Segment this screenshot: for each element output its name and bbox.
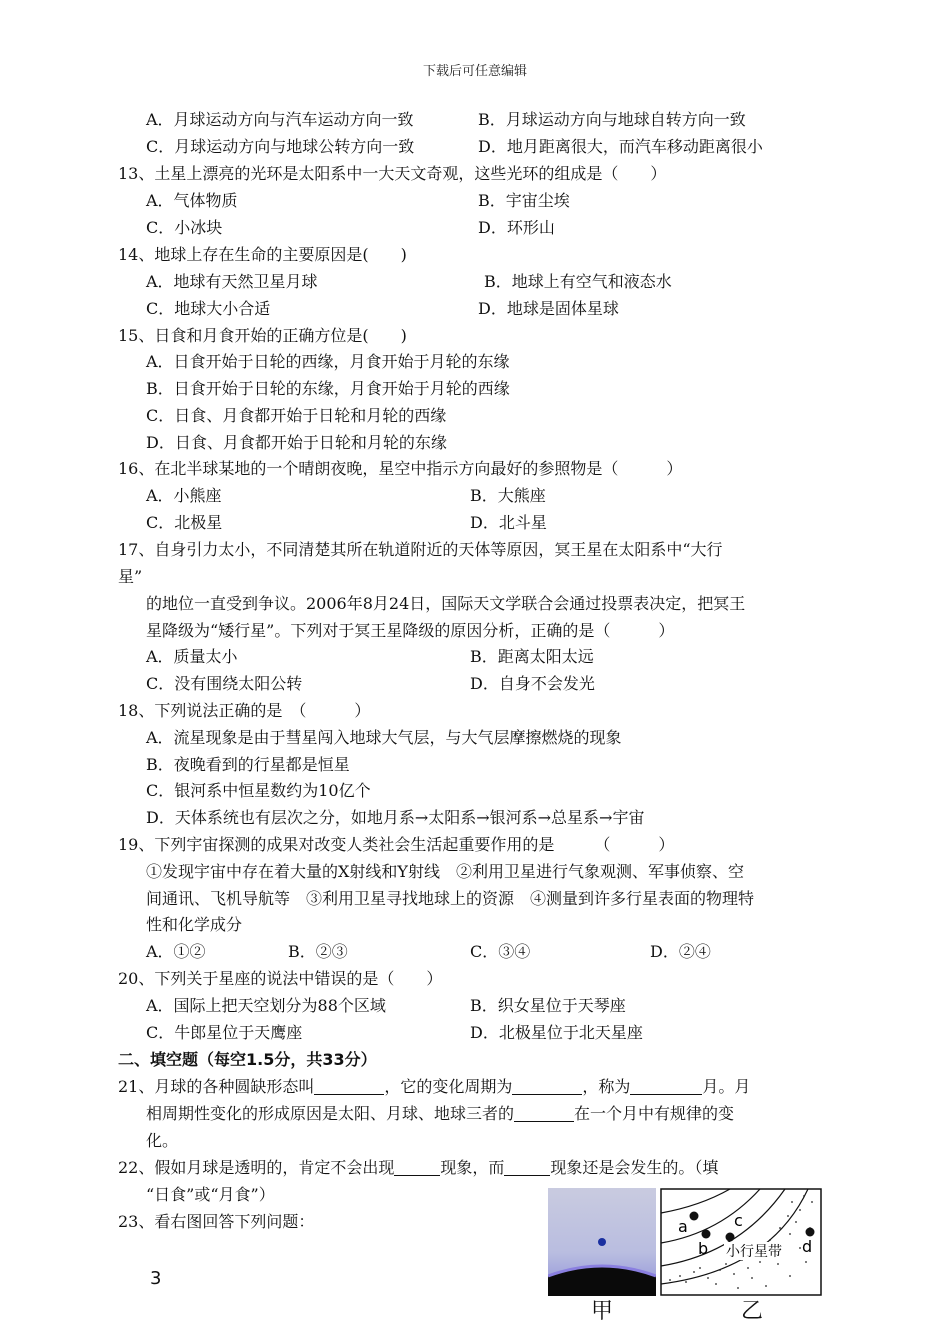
q19-option-d: D．②④ [650,942,711,961]
q12-option-c: C．月球运动方向与地球公转方向一致 [146,137,415,156]
page-number: 3 [150,1268,162,1289]
q21-blank-4[interactable] [514,1105,574,1122]
q17-option-b: B．距离太阳太远 [470,647,594,666]
q14-stem: 14、地球上存在生命的主要原因是( ) [118,245,407,264]
q15-option-b: B．日食开始于日轮的东缘，月食开始于月轮的西缘 [146,379,510,398]
q21-line2 [146,1104,734,1124]
q17-stem-line1: 17、自身引力太小，不同清楚其所在轨道附近的天体等原因，冥王星在太阳系中“大行 [118,540,723,559]
q19-item-line1: ①发现宇宙中存在着大量的X射线和Y射线 ②利用卫星进行气象观测、军事侦察、空 [146,862,744,881]
figure-yi [660,1188,822,1296]
yi-asteroid-belt-label: 小行星带 [726,1244,782,1260]
yi-planet-d [806,1228,815,1237]
q15-stem: 15、日食和月食开始的正确方位是( ) [118,326,407,345]
q20-stem: 20、下列关于星座的说法中错误的是（ ） [118,969,443,988]
figure-jia [548,1188,656,1296]
q13-option-a: A．气体物质 [146,191,238,210]
q20-option-c: C．牛郎星位于天鹰座 [146,1023,303,1042]
q18-option-a: A．流星现象是由于彗星闯入地球大气层，与大气层摩擦燃烧的现象 [146,728,622,747]
section-title-fill-in: 二、填空题（每空1.5分，共33分） [118,1050,377,1069]
q18-stem: 18、下列说法正确的是 （ ） [118,701,371,720]
q15-option-c: C．日食、月食都开始于日轮和月轮的西缘 [146,406,447,425]
yi-label-b: b [698,1239,709,1258]
q21-text-3: ，称为 [582,1077,631,1096]
q15-option-a: A．日食开始于日轮的西缘，月食开始于月轮的东缘 [146,352,510,371]
q21-text-4: 月。月 [702,1077,751,1096]
q16-option-c: C．北极星 [146,513,223,532]
figure-yi-label: 乙 [741,1299,764,1324]
q21-text-5: 相周期性变化的形成原因是太阳、月球、地球三者的 [146,1104,515,1123]
q13-option-b: B．宇宙尘埃 [478,191,570,210]
q19-option-b: B．②③ [288,942,348,961]
q16-option-a: A．小熊座 [146,486,222,505]
yi-label-d: d [802,1237,813,1256]
q17-stem-line4: 星降级为“矮行星”。下列对于冥王星降级的原因分析，正确的是（ ） [146,621,675,640]
page-header: 下载后可任意编辑 [422,64,527,79]
q12-option-d: D．地月距离很大，而汽车移动距离很小 [478,137,763,156]
q13-option-d: D．环形山 [478,218,555,237]
q21-blank-1[interactable] [314,1078,384,1095]
q13-stem: 13、土星上漂亮的光环是太阳系中一大天文奇观，这些光环的组成是（ ） [118,164,667,183]
q14-option-d: D．地球是固体星球 [478,299,619,318]
q22-text-1: 22、假如月球是透明的，肯定不会出现 [118,1158,395,1177]
q23-stem: 23、看右图回答下列问题： [118,1212,315,1231]
q17-option-c: C．没有围绕太阳公转 [146,674,303,693]
q22-line1 [118,1158,718,1178]
q22-line2: “日食”或“月食”） [146,1185,275,1204]
yi-planet-a [690,1212,699,1221]
q20-option-a: A．国际上把天空划分为88个区域 [146,996,386,1015]
q21-blank-3[interactable] [630,1078,702,1095]
q18-option-b: B．夜晚看到的行星都是恒星 [146,755,350,774]
q18-option-d: D．天体系统也有层次之分，如地月系→太阳系→银河系→总星系→宇宙 [146,808,645,827]
q16-option-d: D．北斗星 [470,513,547,532]
q21-text-2: ，它的变化周期为 [384,1077,513,1096]
q21-text-6: 在一个月中有规律的变 [574,1104,735,1123]
q21-text-1: 21、月球的各种圆缺形态叫 [118,1077,315,1096]
q21-blank-2[interactable] [512,1078,582,1095]
yi-planet-c [726,1233,735,1242]
q15-option-d: D．日食、月食都开始于日轮和月轮的东缘 [146,433,447,452]
q19-item-line3: 性和化学成分 [146,915,243,934]
q22-blank-2[interactable] [504,1159,550,1176]
q21-line1 [118,1077,750,1097]
q22-text-3: 现象还是会发生的。（填 [550,1158,719,1177]
q13-option-c: C．小冰块 [146,218,223,237]
q19-option-c: C．③④ [470,942,531,961]
q19-item-line2: 间通讯、飞机导航等 ③利用卫星寻找地球上的资源 ④测量到许多行星表面的物理特 [146,889,755,908]
jia-star-dot [598,1238,606,1246]
q22-blank-1[interactable] [394,1159,440,1176]
q14-option-a: A．地球有天然卫星月球 [146,272,318,291]
q17-option-a: A．质量太小 [146,647,238,666]
q14-option-c: C．地球大小合适 [146,299,271,318]
figure-jia-label: 甲 [591,1299,614,1324]
q19-stem: 19、下列宇宙探测的成果对改变人类社会生活起重要作用的是 （ ） [118,835,675,854]
q17-stem-line3: 的地位一直受到争议。2006年8月24日，国际天文学联合会通过投票表决定，把冥王 [146,594,746,613]
q17-option-d: D．自身不会发光 [470,674,595,693]
q12-option-b: B．月球运动方向与地球自转方向一致 [478,110,746,129]
q16-option-b: B．大熊座 [470,486,546,505]
q18-option-c: C．银河系中恒星数约为10亿个 [146,781,371,800]
q21-line3: 化。 [146,1131,179,1150]
q17-stem-line2: 星” [118,567,143,586]
yi-label-c: c [734,1211,743,1230]
q20-option-b: B．织女星位于天琴座 [470,996,626,1015]
q14-option-b: B．地球上有空气和液态水 [484,272,672,291]
q22-text-2: 现象，而 [440,1158,505,1177]
yi-planet-b [702,1230,711,1239]
q16-stem: 16、在北半球某地的一个晴朗夜晚，星空中指示方向最好的参照物是（ ） [118,459,683,478]
q12-option-a: A．月球运动方向与汽车运动方向一致 [146,110,414,129]
q19-option-a: A．①② [146,942,206,961]
yi-label-a: a [678,1217,688,1236]
q20-option-d: D．北极星位于北天星座 [470,1023,643,1042]
